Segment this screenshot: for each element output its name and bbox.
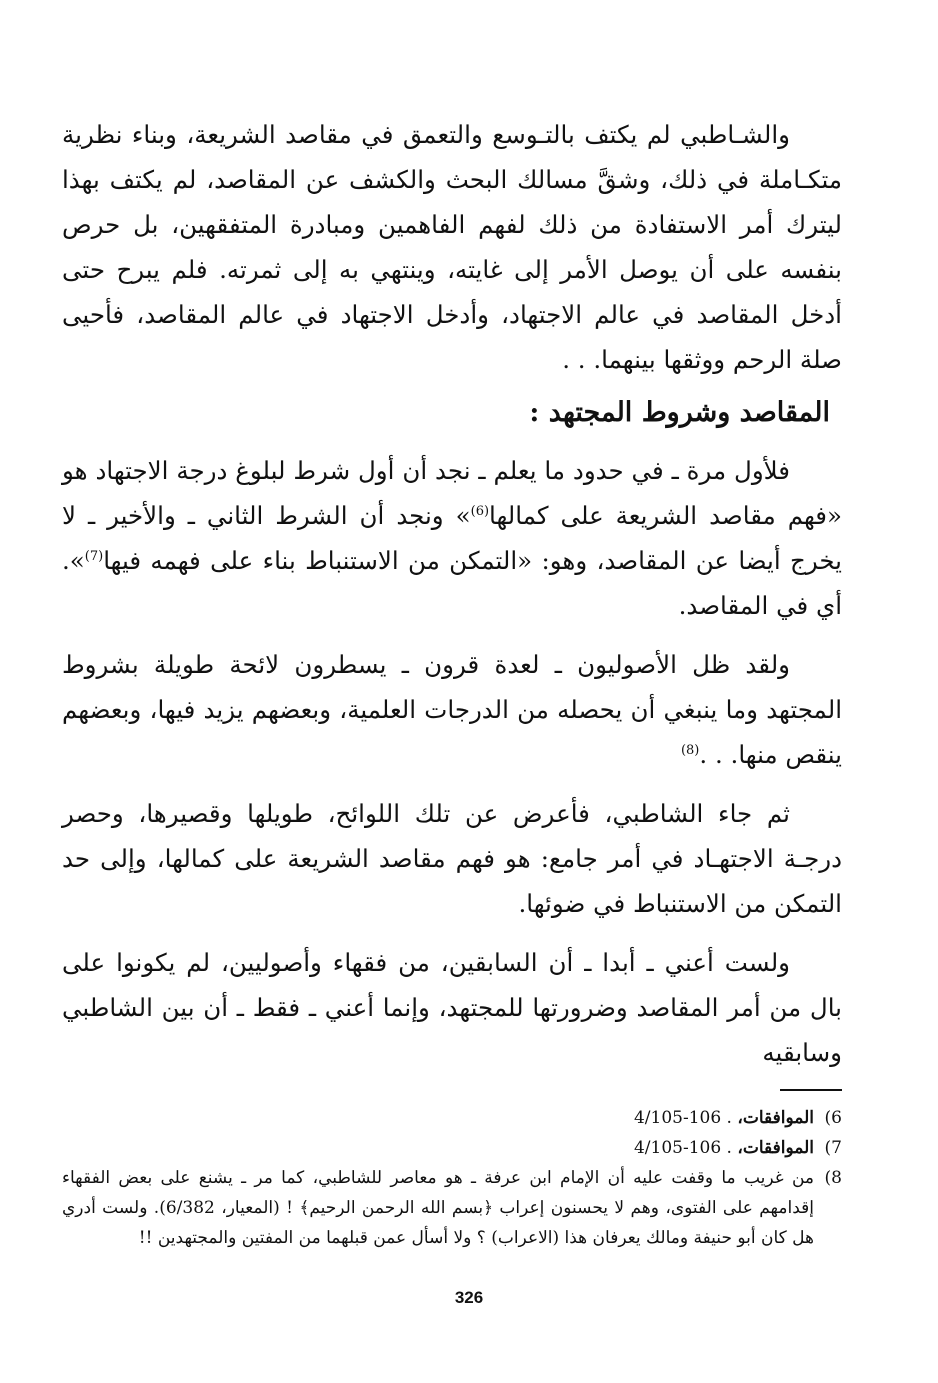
footnote-divider <box>780 1089 842 1091</box>
footnote-6: 6) الموافقات، 4/105-106 . <box>633 1108 842 1128</box>
footnote-7: 7) الموافقات، 4/105-106 . <box>633 1138 842 1158</box>
page-body <box>62 112 842 1253</box>
footnote-ref-7[interactable]: (7) <box>84 548 104 564</box>
footnotes <box>62 1103 842 1253</box>
paragraph-4: ثم جاء الشاطبي، فأعرض عن تلك اللوائح، طويلها وقصيرها، وحصر درجـة الاجتهـاد في أمر جامع: هو فهم مقاصد الشريعة على كمالها، وإلى حد التمكن من الاستنباط في ضوئها. <box>62 799 842 918</box>
footnote-ref-6[interactable]: (6) <box>470 503 490 519</box>
paragraph-1: والشـاطبي لم يكتف بالتـوسع والتعمق في مقاصد الشريعة، وبناء نظرية متكـاملة في ذلك، وشقَّ مسالك البحث والكشف عن المقاصد، لم يكتف بهذا ليترك أمر الاستفادة من ذلك لفهم الفاهمين ومبادرة المتفقهين، بل حرص بنفسه على أن يوصل الأمر إلى غايته، وينتهي به إلى ثمرته. فلم يبرح حتى أدخل المقاصد في عالم الاجتهاد، وأدخل الاجتهاد في عالم المقاصد، فأحيى صلة الرحم ووثقها بينهما. . . <box>62 120 843 374</box>
paragraph-3: ولقد ظل الأصوليون ـ لعدة قرون ـ يسطرون لائحة طويلة بشروط المجتهد وما ينبغي أن يحصله من الدرجات العلمية، وبعضهم يزيد فيها، وبعضهم ينقص منها. . .$^{(8)}$ <box>62 650 842 769</box>
paragraph-2: فلأول مرة ـ في حدود ما يعلم ـ نجد أن أول شرط لبلوغ درجة الاجتهاد هو «فهم مقاصد الشريعة على كمالها$^{(6)}$» ونجد أن الشرط الثاني ـ والأخير ـ لا يخرج أيضا عن المقاصد، وهو: «التمكن من الاستنباط بناء على فهمه فيها$^{(7)}$». أي في المقاصد. <box>62 456 842 620</box>
page-number: 326 <box>454 1288 484 1307</box>
section-heading: المقاصد وشروط المجتهد : <box>529 397 830 428</box>
footnote-8: 8) من غريب ما وقفت عليه أن الإمام ابن عرفة ـ هو معاصر للشاطبي، كما مر ـ يشنع على بعض الفقهاء إقدامهم على الفتوى، وهم لا يحسنون إعراب ﴿بسم الله الرحمن الرحيم﴾ ! (المعيار، 6/382). ولست أدري هل كان أبو حنيفة ومالك يعرفان هذا (الاعراب) ؟ ولا أسأل عمن قبلهما من المفتين والمجتهدين !! <box>62 1168 842 1248</box>
paragraph-5: ولست أعني ـ أبدا ـ أن السابقين، من فقهاء وأصوليين، لم يكونوا على بال من أمر المقاصد وضرورتها للمجتهد، وإنما أعني ـ فقط ـ أن بين الشاطبي وسابقيه <box>62 948 842 1067</box>
footnote-ref-8[interactable]: (8) <box>680 742 700 758</box>
